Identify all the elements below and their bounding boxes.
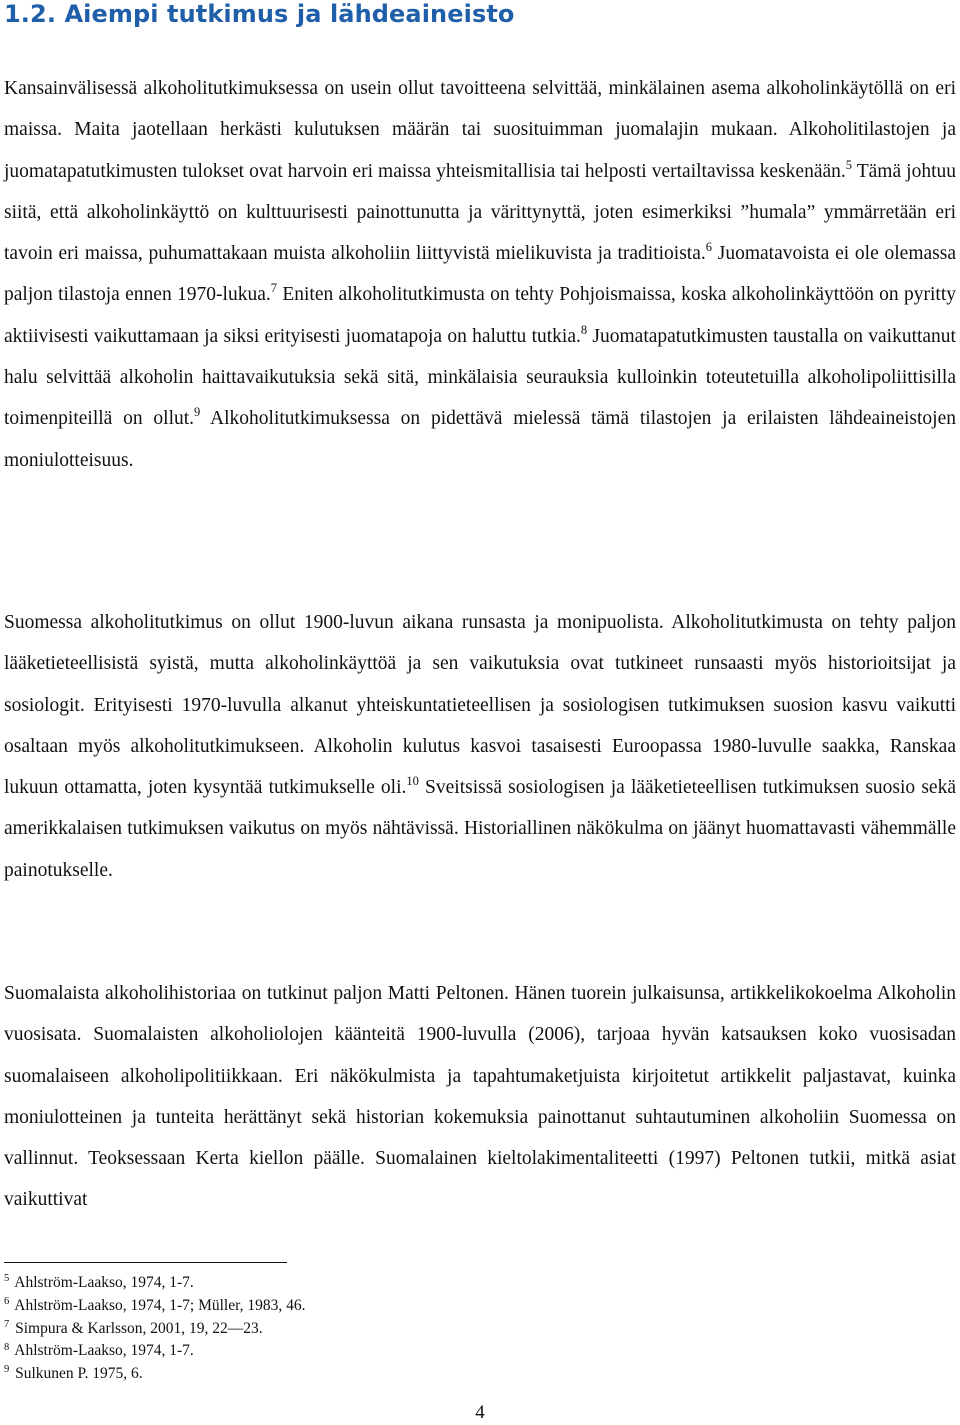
footnote-number: 6 bbox=[4, 1296, 10, 1308]
footnote-item bbox=[4, 1340, 306, 1363]
footnote-item bbox=[4, 1363, 306, 1386]
paragraph-text: Juomatavoista ei ole olemassa paljon tilastoja ennen 1970-lukua. bbox=[4, 243, 956, 306]
footnote-text: Simpura & Karlsson, 2001, 19, 22—23. bbox=[11, 1319, 263, 1337]
footnote-number: 7 bbox=[4, 1318, 10, 1330]
paragraph-text: Tämä johtuu siitä, että alkoholinkäyttö on kulttuurisesti painottunutta ja värittynyttä, joten esimerkiksi ”humala” ymmärretään eri tavoin eri maissa, puhumattakaan muista alkoholiin liittyvistä mielikuvista ja traditioista. bbox=[4, 160, 957, 265]
paragraph-international-research bbox=[4, 68, 956, 481]
page-number: 4 bbox=[475, 1402, 485, 1423]
footnote-number: 8 bbox=[4, 1341, 10, 1353]
paragraph-text: Alkoholitutkimuksessa on pidettävä mielessä tämä tilastojen ja erilaisten lähdeaineistojen moniulotteisuus. bbox=[4, 408, 957, 471]
paragraph-peltonen bbox=[4, 973, 956, 1221]
footnote-ref[interactable]: 8 bbox=[580, 322, 588, 337]
footnote-ref[interactable]: 7 bbox=[270, 281, 277, 296]
section-heading: 1.2. Aiempi tutkimus ja lähdeaineisto bbox=[4, 0, 515, 28]
footnote-divider bbox=[4, 1262, 287, 1263]
footnote-text: Ahlström-Laakso, 1974, 1-7. bbox=[11, 1274, 194, 1291]
paragraph-text: Sveitsissä sosiologisen ja lääketieteellisen tutkimuksen suosio sekä amerikkalaisen tutkimuksen vaikutus on myös nähtävissä. Historiallinen näkökulma on jäänyt huomattavasti vähemmälle painotukselle. bbox=[4, 777, 956, 881]
footnote-ref[interactable]: 9 bbox=[194, 405, 201, 420]
footnote-number: 9 bbox=[4, 1364, 10, 1376]
footnote-ref[interactable]: 6 bbox=[705, 240, 712, 255]
paragraph-text: Juomatapatutkimusten taustalla on vaikuttanut halu selvittää alkoholin haittavaikutuksia sekä sitä, minkälaisia seurauksia kulloinkin toteutetuilla alkoholipoliittisilla toimenpiteillä on ollut. bbox=[4, 325, 956, 430]
footnote-ref[interactable]: 10 bbox=[406, 774, 419, 789]
footnote-number: 5 bbox=[4, 1273, 10, 1285]
footnote-item bbox=[4, 1272, 306, 1295]
paragraph-text: Suomalaista alkoholihistoriaa on tutkinut paljon Matti Peltonen. Hänen tuorein julkaisunsa, artikkelikokoelma Alkoholin vuosisata. Suomalaisten alkoholiolojen käänteitä 1900-luvulla (2006), tarjoaa hyvän katsauksen koko vuosisadan suomalaiseen alkoholipolitiikkaan. Eri näkökulmista ja tapahtumaketjuista kirjoitetut artikkelit paljastavat, kuinka moniulotteinen ja tunteita herättänyt sekä historian kokemuksia painottanut suhtautuminen alkoholiin Suomessa on vallinnut. Teoksessaan Kerta kiellon päälle. Suomalainen kieltolakimentaliteetti (1997) Peltonen tutkii, mitkä asiat vaikuttivat bbox=[4, 983, 956, 1211]
footnote-ref[interactable]: 5 bbox=[845, 157, 853, 172]
footnote-text: Ahlström-Laakso, 1974, 1-7; Müller, 1983, 46. bbox=[11, 1296, 306, 1314]
footnote-text: Ahlström-Laakso, 1974, 1-7. bbox=[11, 1342, 194, 1360]
footnote-item bbox=[4, 1318, 306, 1341]
paragraph-text: Eniten alkoholitutkimusta on tehty Pohjoismaissa, koska alkoholinkäyttöön on pyritty aktiivisesti vaikuttamaan ja siksi erityisesti juomatapoja on haluttu tutkia. bbox=[4, 284, 956, 347]
footnote-text: Sulkunen P. 1975, 6. bbox=[11, 1365, 143, 1383]
paragraph-text: Kansainvälisessä alkoholitutkimuksessa on usein ollut tavoitteena selvittää, minkälainen asema alkoholinkäytöllä on eri maissa. Maita jaotellaan herkästi kulutuksen määrän tai suosituimman juomalajin mukaan. Alkoholitilastojen ja juomatapatutkimusten tulokset ovat harvoin eri maissa yhteismitallisia tai helposti vertailtavissa keskenään. bbox=[4, 78, 956, 182]
paragraph-text: Suomessa alkoholitutkimus on ollut 1900-luvun aikana runsasta ja monipuolista. Alkoholitutkimusta on tehty paljon lääketieteellisistä syistä, mutta alkoholinkäyttöä ja sen vaikutuksia ovat tutkineet runsaasti myös historioitsijat ja sosiologit. Erityisesti 1970-luvulla alkanut yhteiskuntatieteellisen ja sosiologisen tutkimuksen suosion kasvu vaikutti osaltaan myös alkoholitutkimukseen. Alkoholin kulutus kasvoi tasaisesti Euroopassa 1980-luvulle saakka, Ranskaa lukuun ottamatta, joten kysyntää tutkimukselle oli. bbox=[4, 612, 956, 799]
paragraph-finnish-research bbox=[4, 602, 956, 891]
footnote-list bbox=[4, 1272, 306, 1386]
footnote-item bbox=[4, 1295, 306, 1318]
